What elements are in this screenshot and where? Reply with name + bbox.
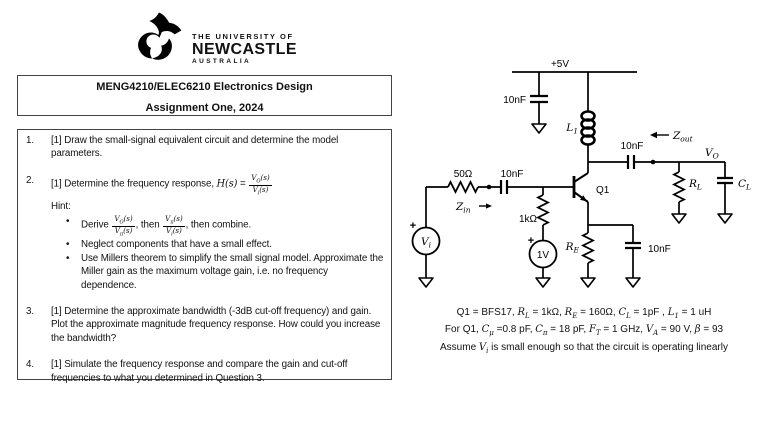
ground-icon: [672, 214, 686, 223]
bullet-dot: •: [66, 239, 70, 251]
supply-rail: [512, 59, 637, 72]
supply-voltage-label: +5V: [550, 59, 570, 70]
supply-bypass-capacitor: [503, 72, 548, 133]
university-logo: [126, 12, 297, 68]
question-3: [18, 305, 387, 345]
university-logo-text: [192, 12, 297, 66]
bias-resistor-1k: [519, 187, 548, 241]
emitter-cap-value: 10nF: [648, 244, 671, 255]
course-title: MENG4210/ELEC6210 Electronics Design: [96, 81, 313, 93]
notes-line-1: Q1 = BFS17, $R_L = 1k\Omega$, $R_E = 160\Omega$, $C_L = 1pF$ , $L_1 = 1$ uH: [456, 307, 712, 320]
circuit-notes: [402, 306, 766, 358]
title-box: [17, 75, 392, 116]
cl-label: $C_L$: [738, 178, 752, 192]
ground-icon: [718, 214, 732, 223]
notes-line-2: For Q1, $C_\mu =0.8$ pF, $C_\pi = 18$ pF, $F_T = 1$ GHz, $V_A = 90$ V, β = 93: [444, 324, 724, 338]
question-2-hint-label: Hint:: [51, 200, 71, 212]
re-label: $R_E$: [565, 241, 579, 255]
rl-label: $R_L$: [689, 178, 702, 192]
ground-icon: [532, 124, 546, 133]
assignment-title: Assignment One, 2024: [145, 102, 264, 114]
questions-box: [17, 129, 392, 384]
logo-line-australia: AUSTRALIA: [192, 58, 252, 65]
question-4-text: [1] Simulate the frequency response and compare the gain and cut-off frequencies to what you determined in Question 3.: [51, 359, 348, 384]
circuit-schematic: [400, 40, 768, 298]
ground-icon: [419, 278, 433, 287]
ground-icon: [536, 278, 550, 287]
hint-bullet-3: • Use Millers theorem to simplify the small signal model. Approximate the Miller gain as the maximum voltage gain, i.e. no frequency dependence.: [66, 252, 384, 291]
hint-bullet-1: • Derive $\frac{V_O(s)}{V_\pi(s)}$ , then $\frac{V_\pi(s)}{V_i(s)}$ , then combine.: [66, 214, 252, 238]
question-2: [18, 174, 387, 292]
question-1: [18, 134, 387, 161]
question-2-hint-bullets: [66, 215, 385, 292]
input-cap-value: 10nF: [500, 169, 524, 180]
right-arrow-icon: [486, 203, 492, 208]
question-3-text: [1] Determine the approximate bandwidth (-3dB cut-off frequency) and gain. Plot the approximate magnitude frequency response. How could you increase the bandwidth?: [51, 305, 381, 344]
question-2-text: [51, 174, 387, 292]
ground-icon: [626, 278, 640, 287]
output-node-dot: [651, 160, 656, 165]
output-cap-value: 10nF: [620, 141, 644, 152]
vb-value: 1V: [536, 250, 550, 261]
input-source-vi: [410, 187, 440, 287]
question-1-number: 1.: [26, 135, 34, 146]
logo-line-newcastle: NEWCASTLE: [192, 41, 297, 58]
left-arrow-icon: [650, 132, 657, 138]
load-capacitor-CL: [717, 162, 751, 223]
question-2-number: 2.: [26, 174, 34, 186]
inductor-label: $L_1$: [566, 122, 578, 136]
emitter-resistor-RE: [565, 202, 633, 287]
transistor-q1: [543, 162, 610, 202]
question-1-text: [1] Draw the small-signal equivalent circuit and determine the model parameters.: [51, 135, 339, 160]
notes-line-3: Assume $V_i$ is small enough so that the circuit is operating linearly: [440, 341, 728, 355]
question-4-number: 4.: [26, 359, 34, 371]
zout-annotation: [650, 130, 694, 144]
rs-value: 50Ω: [453, 169, 473, 180]
ground-icon: [581, 278, 595, 287]
load-resistor-RL: [672, 162, 702, 223]
vout-label: $V_O$: [705, 147, 719, 161]
zout-label: $Z_{out}$: [673, 130, 693, 144]
question-2-body: [1] Determine the frequency response, H(s) = $\frac{V_O(s)}{V_i(s)}$: [51, 172, 270, 197]
logo-line-university-of: THE UNIVERSITY OF: [192, 32, 294, 41]
horse-logo-icon: [126, 12, 184, 68]
input-coupling-capacitor: [501, 169, 543, 194]
transistor-label: Q1: [596, 185, 610, 196]
hint-bullet-2: • Neglect components that have a small effect.: [66, 239, 272, 251]
vb-plus-sign: +: [527, 235, 535, 247]
bullet-dot: •: [66, 252, 70, 264]
rb-value: 1kΩ: [518, 214, 537, 225]
emitter-bypass-capacitor: [625, 225, 671, 287]
input-node-dot: [487, 185, 492, 190]
bias-source-1v: [528, 235, 557, 287]
bullet-dot: •: [66, 216, 70, 228]
source-resistor-50ohm: [426, 169, 501, 192]
question-4: [18, 358, 387, 385]
vi-plus-sign: +: [409, 220, 417, 232]
zin-annotation: [455, 201, 492, 215]
question-3-number: 3.: [26, 305, 34, 317]
zin-label: $Z_{in}$: [456, 201, 471, 215]
inductor-L1: [565, 72, 594, 162]
bypass-cap-value: 10nF: [503, 95, 526, 106]
vi-label: $V_i$: [421, 236, 431, 250]
